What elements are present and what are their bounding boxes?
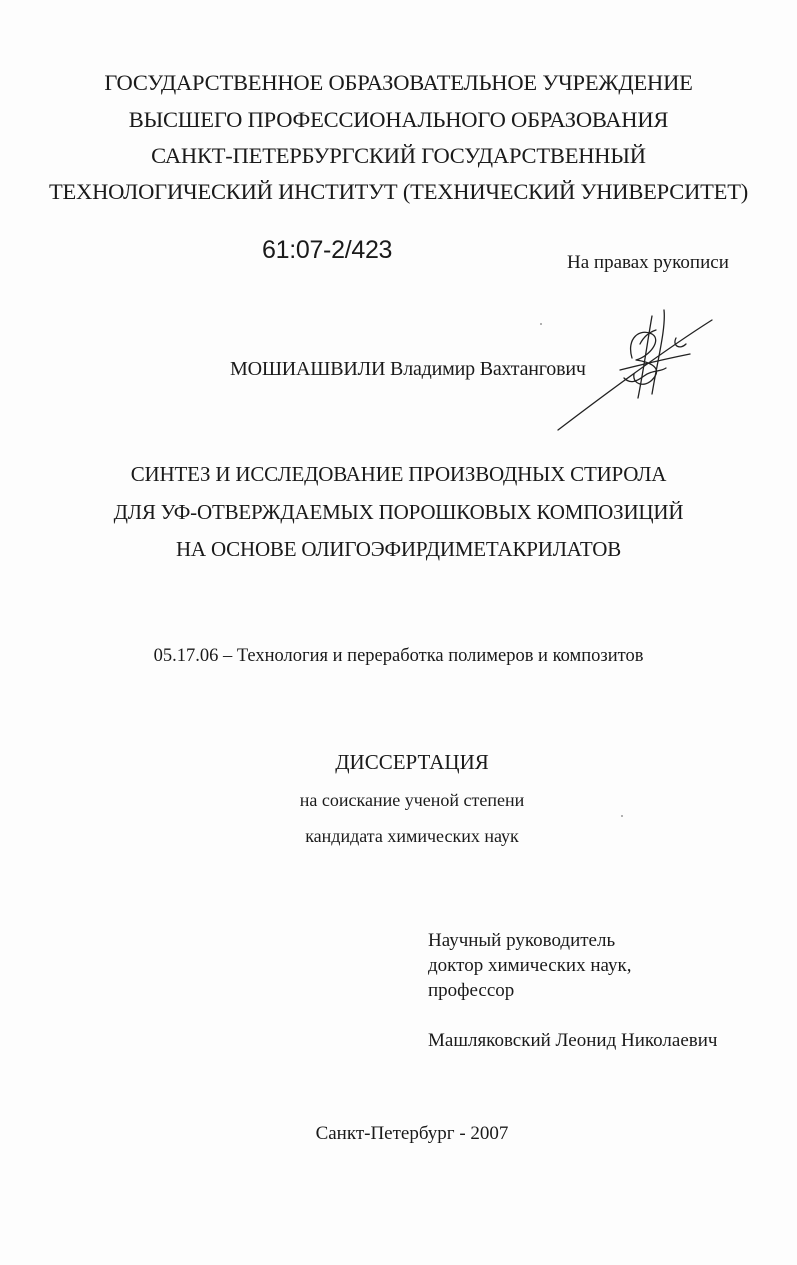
degree-line-2: кандидата химических наук — [305, 826, 519, 846]
institution-line-2: ВЫСШЕГО ПРОФЕССИОНАЛЬНОГО ОБРАЗОВАНИЯ — [128, 107, 669, 132]
author-name: МОШИАШВИЛИ Владимир Вахтангович — [230, 358, 586, 380]
supervisor-title: профессор — [428, 980, 515, 1001]
institution-line-1: ГОСУДАРСТВЕННОЕ ОБРАЗОВАТЕЛЬНОЕ УЧРЕЖДЕНИЕ — [104, 70, 693, 95]
supervisor-role: Научный руководитель — [428, 930, 616, 951]
place-year: Санкт-Петербург - 2007 — [315, 1123, 509, 1144]
scan-speck — [540, 323, 542, 325]
supervisor-degree: доктор химических наук, — [428, 955, 632, 976]
dissertation-heading: ДИССЕРТАЦИЯ — [335, 750, 489, 774]
title-line-2: ДЛЯ УФ-ОТВЕРЖДАЕМЫХ ПОРОШКОВЫХ КОМПОЗИЦИЙ — [113, 500, 684, 524]
degree-line-1: на соискание ученой степени — [299, 790, 525, 810]
institution-line-4: ТЕХНОЛОГИЧЕСКИЙ ИНСТИТУТ (ТЕХНИЧЕСКИЙ УНИВЕРСИТЕТ) — [48, 179, 749, 204]
specialty-code: 05.17.06 – Технология и переработка полимеров и композитов — [153, 646, 644, 666]
rights-note: На правах рукописи — [567, 252, 729, 273]
supervisor-name: Машляковский Леонид Николаевич — [428, 1030, 718, 1051]
catalog-code: 61:07-2/423 — [262, 236, 393, 264]
institution-line-3: САНКТ-ПЕТЕРБУРГСКИЙ ГОСУДАРСТВЕННЫЙ — [151, 143, 646, 168]
scan-speck — [621, 815, 623, 817]
title-line-3: НА ОСНОВЕ ОЛИГОЭФИРДИМЕТАКРИЛАТОВ — [175, 537, 622, 561]
signature-image — [540, 298, 730, 438]
title-line-1: СИНТЕЗ И ИССЛЕДОВАНИЕ ПРОИЗВОДНЫХ СТИРОЛА — [130, 462, 667, 486]
